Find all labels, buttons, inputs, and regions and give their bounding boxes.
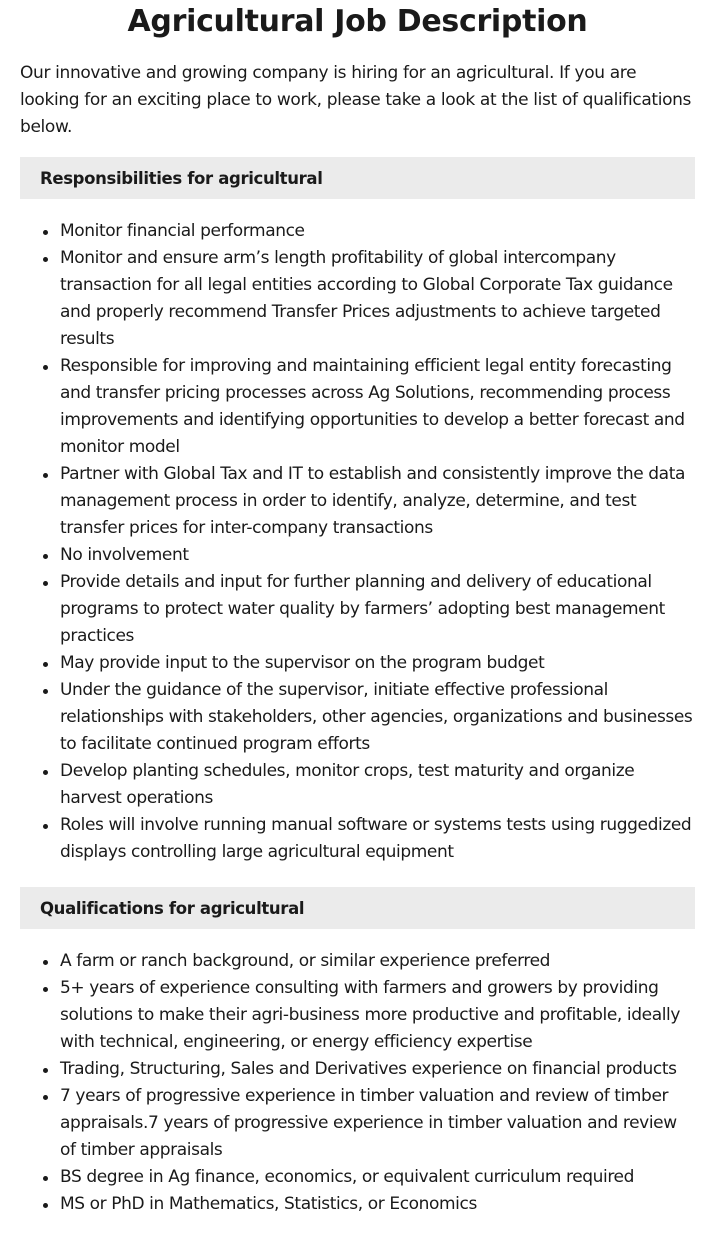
responsibility-item: Monitor and ensure arm’s length profitability of global intercompany transaction for all legal entities according to Global Corporate Tax guidance and properly recommend Transfer Prices adjustments to achieve targeted results [60,245,695,353]
qualification-item: BS degree in Ag finance, economics, or equivalent curriculum required [60,1164,695,1191]
responsibility-item: Responsible for improving and maintaining efficient legal entity forecasting and transfer pricing processes across Ag Solutions, recommending process improvements and identifying opportunities to develop a better forecast and monitor model [60,353,695,461]
responsibility-item: Provide details and input for further planning and delivery of educational programs to protect water quality by farmers’ adopting best management practices [60,569,695,650]
responsibility-item: Monitor financial performance [60,218,695,245]
qualifications-list [20,948,695,1218]
responsibility-item: Roles will involve running manual software or systems tests using ruggedized displays controlling large agricultural equipment [60,812,695,866]
intro-paragraph: Our innovative and growing company is hiring for an agricultural. If you are looking for an exciting place to work, please take a look at the list of qualifications below. [20,63,692,137]
responsibility-item: May provide input to the supervisor on the program budget [60,650,695,677]
responsibilities-list [20,218,695,866]
qualification-item: 5+ years of experience consulting with farmers and growers by providing solutions to make their agri-business more productive and profitable, ideally with technical, engineering, or energy efficiency expertise [60,975,695,1056]
qualification-item: Trading, Structuring, Sales and Derivatives experience on financial products [60,1056,695,1083]
qualification-item: 7 years of progressive experience in timber valuation and review of timber appraisals.7 years of progressive experience in timber valuation and review of timber appraisals [60,1083,695,1164]
responsibility-item: Partner with Global Tax and IT to establish and consistently improve the data management process in order to identify, analyze, determine, and test transfer prices for inter-company transactions [60,461,695,542]
responsibility-item: Develop planting schedules, monitor crops, test maturity and organize harvest operations [60,758,695,812]
job-description-page [0,2,720,1245]
qualification-item: A farm or ranch background, or similar experience preferred [60,948,695,975]
qualification-item: MS or PhD in Mathematics, Statistics, or Economics [60,1191,695,1218]
responsibility-item: Under the guidance of the supervisor, initiate effective professional relationships with stakeholders, other agencies, organizations and businesses to facilitate continued program efforts [60,677,695,758]
page-title: Agricultural Job Description [127,4,588,39]
responsibilities-heading: Responsibilities for agricultural [20,157,695,199]
responsibility-item: No involvement [60,542,695,569]
qualifications-heading: Qualifications for agricultural [20,887,695,929]
